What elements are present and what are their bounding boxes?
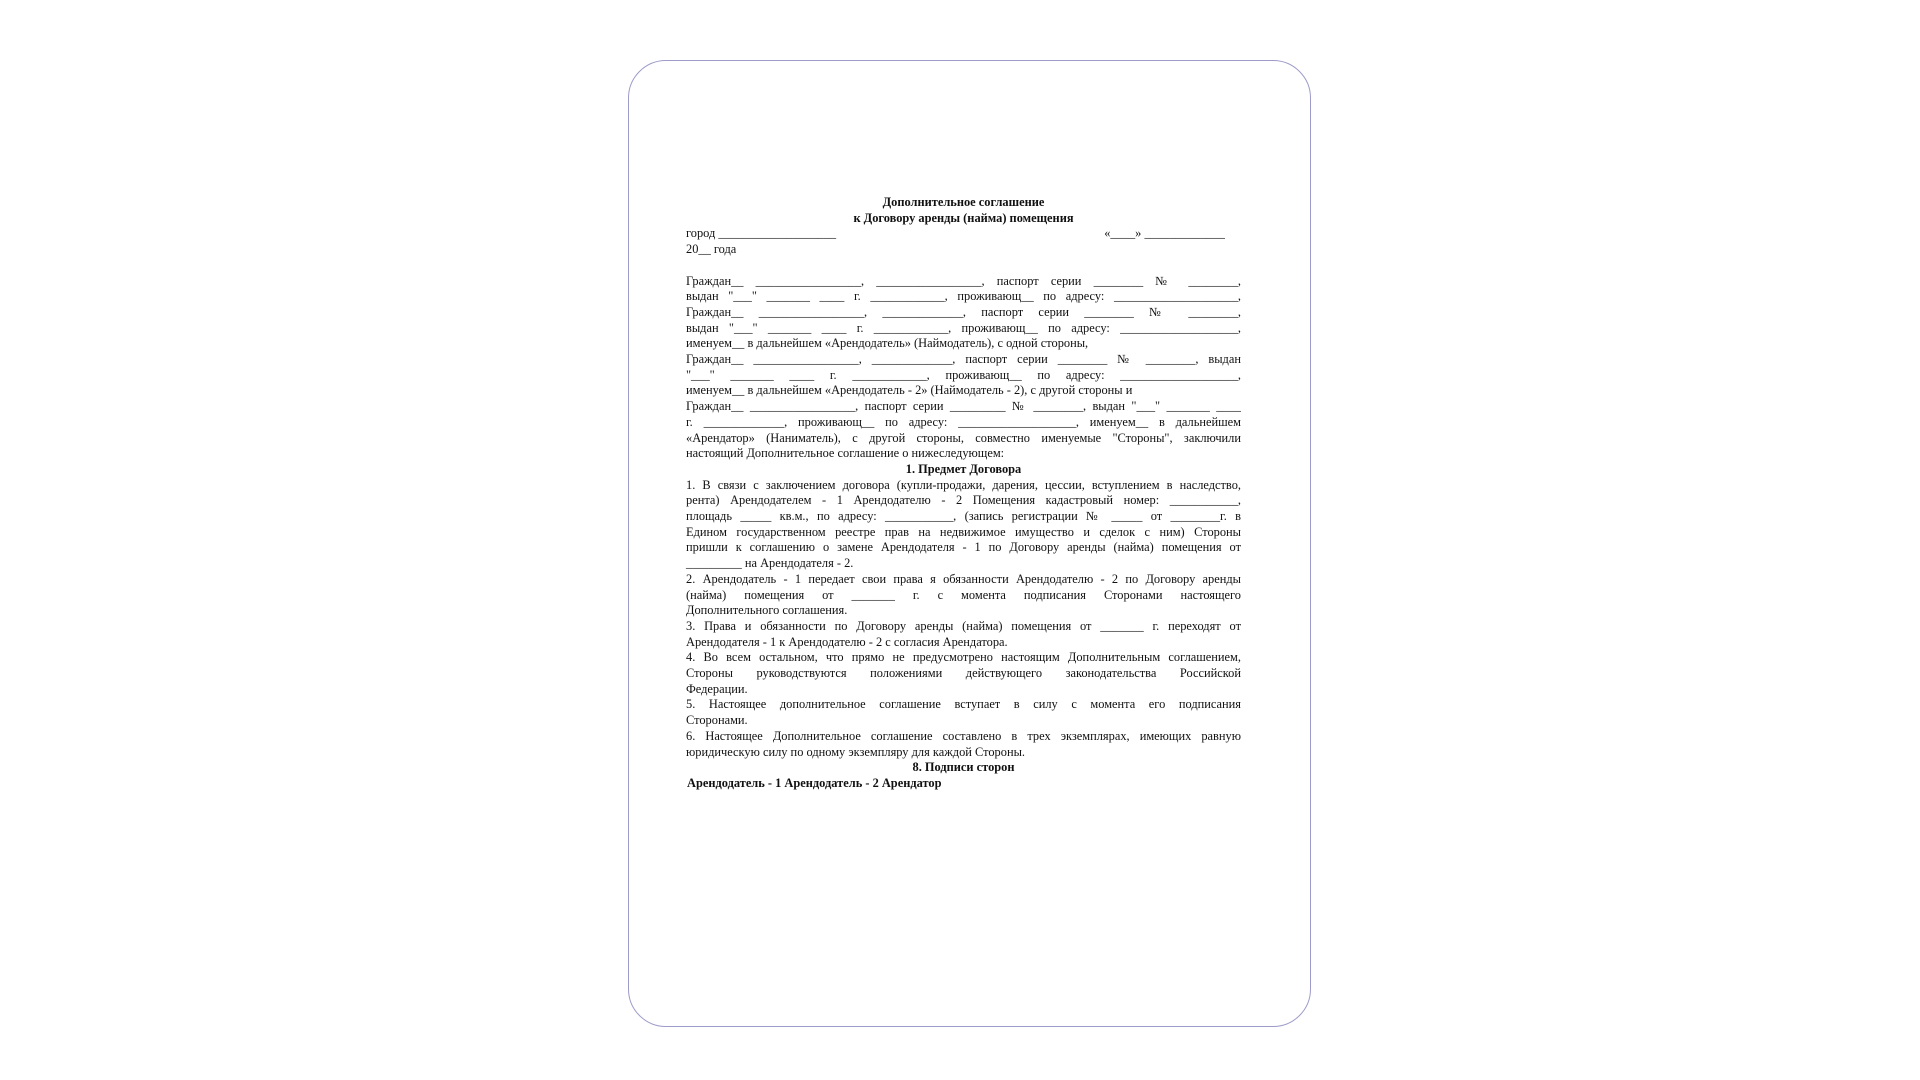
clause-line: 5. Настоящее дополнительное соглашение вступает в силу с момента его подписания (686, 697, 1241, 712)
parties-line: настоящий Дополнительное соглашение о нижеследующем: (686, 446, 1005, 461)
clause-line: _________ на Арендодателя - 2. (686, 556, 854, 571)
clause-line: площадь _____ кв.м., по адресу: ___________, (запись регистрации № _____ от ________г. в (686, 509, 1241, 524)
parties-line: «Арендатор» (Наниматель), с другой стороны, совместно именуемые "Стороны", заключили (686, 430, 1241, 445)
clause-1 (686, 478, 1241, 572)
parties-line: Граждан__ _________________, _____________, паспорт серии ________ № ________, (686, 304, 1241, 319)
city-line: город ___________________ (686, 226, 837, 241)
document-title-line1: Дополнительное соглашение (882, 195, 1045, 209)
clause-line: 6. Настоящее Дополнительное соглашение составлено в трех экземплярах, имеющих равную (686, 728, 1241, 743)
signatures-line: Арендодатель - 1 Арендодатель - 2 Арендатор (687, 776, 942, 790)
document-body (686, 195, 1241, 792)
clause-line: пришли к соглашению о замене Арендодателя - 1 по Договору аренды (найма) помещения от (686, 540, 1241, 555)
parties-line: именуем__ в дальнейшем «Арендодатель» (Наймодатель), с одной стороны, (686, 336, 1089, 351)
clause-line: 1. В связи с заключением договора (купли-продажи, дарения, цессии, вступлением в наследство, (686, 477, 1241, 492)
city-date-row (686, 226, 1241, 242)
clause-line: (найма) помещения от _______ г. с момента подписания Сторонами настоящего (686, 587, 1241, 602)
clause-5 (686, 697, 1241, 728)
year-line: 20__ года (686, 242, 737, 257)
section1-title: 1. Предмет Договора (905, 461, 1022, 476)
clause-line: 3. Права и обязанности по Договору аренды (найма) помещения от _______ г. переходят от (686, 618, 1241, 633)
parties-line: Граждан__ _________________, _________________, паспорт серии ________ № ________, (686, 273, 1241, 288)
clause-line: рента) Арендодателем - 1 Арендодателю - 2 Помещения кадастровый номер: ___________, (686, 493, 1241, 508)
clause-line: 4. Во всем остальном, что прямо не предусмотрено настоящим Дополнительным соглашением, (686, 650, 1241, 665)
clause-line: юридическую силу по одному экземпляру для каждой Стороны. (686, 744, 1025, 759)
clause-2 (686, 572, 1241, 619)
parties-line: выдан "___" _______ ____ г. ____________, проживающ__ по адресу: ____________________, (686, 289, 1241, 304)
clause-line: Сторонами. (686, 713, 748, 728)
parties-line: "___" _______ ____ г. ____________, проживающ__ по адресу: ___________________, (686, 367, 1241, 382)
parties-line: Граждан__ _________________, паспорт серии _________ № ________, выдан "___" _______ ____ (686, 399, 1241, 414)
parties-line: выдан "___" _______ ____ г. ____________, проживающ__ по адресу: ___________________, (686, 320, 1241, 335)
clause-line: Едином государственном реестре прав на недвижимое имущество и сделок с ним) Стороны (686, 524, 1241, 539)
date-line: «____» _____________ (1104, 226, 1225, 241)
document-page (628, 60, 1311, 1027)
clause-line: Арендодателя - 1 к Арендодателю - 2 с согласия Арендатора. (686, 634, 1008, 649)
clause-line: Стороны руководствуются положениями действующего законодательства Российской (686, 666, 1241, 681)
parties-line: именуем__ в дальнейшем «Арендодатель - 2» (Наймодатель - 2), с другой стороны и (686, 383, 1133, 398)
section8-title: 8. Подписи сторон (912, 760, 1015, 775)
document-title-line2: к Договору аренды (найма) помещения (853, 210, 1074, 225)
parties-line: г. _____________, проживающ__ по адресу: ___________________, именуем__ в дальнейшем (686, 414, 1241, 429)
clause-4 (686, 650, 1241, 697)
parties-line: Граждан__ _________________, _____________, паспорт серии ________ № ________, выдан (686, 352, 1241, 367)
parties-block (686, 274, 1241, 462)
clause-line: Федерации. (686, 681, 748, 696)
clause-3 (686, 619, 1241, 650)
clause-line: 2. Арендодатель - 1 передает свои права я обязанности Арендодателю - 2 по Договору аренды (686, 571, 1241, 586)
clause-line: Дополнительного соглашения. (686, 603, 848, 618)
blank-line (686, 258, 1241, 274)
clause-6 (686, 729, 1241, 760)
